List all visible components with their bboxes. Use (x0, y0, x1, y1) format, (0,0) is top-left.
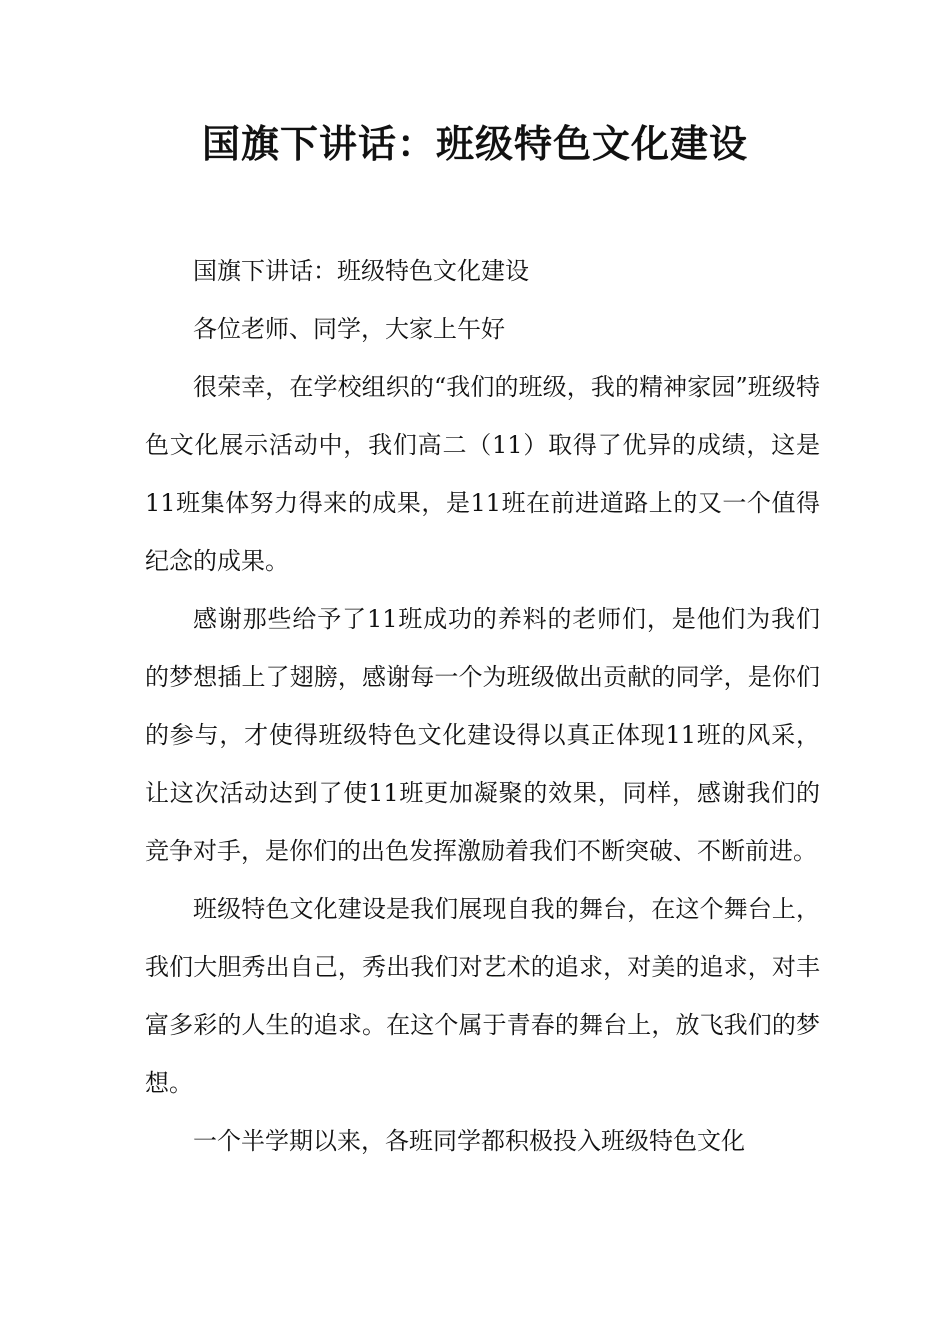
paragraph-semester: 一个半学期以来，各班同学都积极投入班级特色文化 (193, 1127, 745, 1155)
page-title: 国旗下讲话：班级特色文化建设 (201, 122, 748, 166)
document-body (145, 242, 820, 1170)
paragraph-honor: 很荣幸，在学校组织的“我们的班级，我的精神家园”班级特色文化展示活动中，我们高二（11）取得了优异的成绩，这是11班集体努力得来的成果，是11班在前进道路上的又一个值得纪念的成果。 (145, 373, 820, 575)
paragraph-heading-repeat: 国旗下讲话：班级特色文化建设 (193, 257, 529, 285)
paragraph-greeting: 各位老师、同学，大家上午好 (193, 315, 505, 343)
paragraph-stage: 班级特色文化建设是我们展现自我的舞台，在这个舞台上，我们大胆秀出自己，秀出我们对艺术的追求，对美的追求，对丰富多彩的人生的追求。在这个属于青春的舞台上，放飞我们的梦想。 (145, 895, 820, 1097)
paragraph-thanks: 感谢那些给予了11班成功的养料的老师们，是他们为我们的梦想插上了翅膀，感谢每一个为班级做出贡献的同学，是你们的参与，才使得班级特色文化建设得以真正体现11班的风采，让这次活动达到了使11班更加凝聚的效果，同样，感谢我们的竞争对手，是你们的出色发挥激励着我们不断突破、不断前进。 (145, 605, 820, 865)
